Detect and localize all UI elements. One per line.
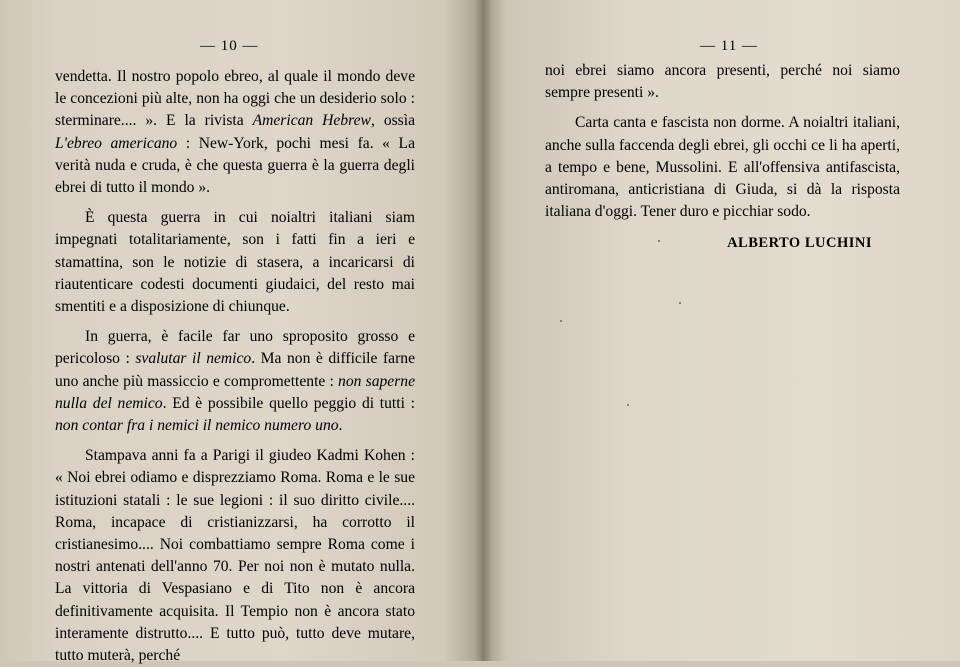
- paragraph: [55, 445, 415, 667]
- italic-text: non contar fra i nemici il nemico numero uno: [55, 417, 339, 435]
- italic-text: non saperne nulla del nemico: [55, 372, 415, 412]
- paragraph-gap: [55, 318, 415, 326]
- text-run: Carta canta e fascista non dorme. A noialtri italiani, anche sulla faccenda degli ebrei, gli occhi ce li ha aperti, a tempo e bene, Mussolini. E all'offensiva antifascista, antiromana, anticristiana di Giuda, si dà la risposta italiana d'oggi. Tener duro e picchiar sodo.: [545, 114, 900, 221]
- paragraph: [545, 112, 900, 223]
- right-page-text: [545, 60, 900, 255]
- paper-speck: [679, 302, 681, 304]
- text-run: .: [338, 417, 343, 435]
- paper-speck: [658, 240, 660, 242]
- author-signature: ALBERTO LUCHINI: [727, 235, 872, 252]
- paragraph-gap: [55, 199, 415, 207]
- paragraph-gap: [545, 104, 900, 112]
- book-gutter: [474, 0, 492, 661]
- text-run: Stampava anni fa a Parigi il giudeo Kadmi Kohen : « Noi ebrei odiamo e disprezziamo Roma. Roma e le sue istituzioni statali : le sue legioni : il suo diritto civile.... Roma, incapace di cristianizzarsi, ha corrotto il cristianesimo.... Noi combattiamo sempre Roma come i nostri antenati dell'anno 70. Per noi non è mutato nulla. La vittoria di Vespasiano e di Tito non è ancora definitivamente acquisita. Il Tempio non è ancora stato interamente distrutto.... E tutto può, tutto deve mutare, tutto muterà, perché: [55, 447, 415, 665]
- italic-text: American Hebrew: [252, 112, 371, 130]
- text-run: : New-York, pochi mesi fa. « La verità nuda e cruda, è che questa guerra è la guerra degli ebrei di tutto il mondo ».: [55, 134, 415, 197]
- paragraph-gap: [55, 437, 415, 445]
- paragraph: [55, 326, 415, 437]
- text-run: , ossìa: [370, 112, 415, 130]
- italic-text: L'ebreo americano: [55, 134, 178, 152]
- text-run: È questa guerra in cui noialtri italiani siam impegnati totalitariamente, son i fatti fin a ieri e stamattina, son le notizie di stasera, a incaricarsi di riautenticare codesti documenti giudaici, del resto mai smentiti e a disposizione di chiunque.: [55, 209, 415, 316]
- text-run: noi ebrei siamo ancora presenti, perché noi siamo sempre presenti ».: [545, 62, 900, 102]
- paragraph: [55, 66, 415, 199]
- text-run: . Ma non è difficile farne uno anche più massiccio e compromettente :: [55, 350, 415, 390]
- paper-speck: [627, 404, 629, 406]
- left-page-text: [55, 66, 415, 667]
- paper-speck: [560, 320, 562, 322]
- paragraph: [545, 60, 900, 104]
- paragraph: [55, 207, 415, 318]
- text-run: . Ed è possibile quello peggio di tutti :: [162, 394, 415, 412]
- page-number-left: — 10 —: [200, 38, 259, 54]
- text-run: vendetta. Il nostro popolo ebreo, al quale il mondo deve le concezioni più alte, non ha oggi che un desiderio solo : sterminare.... ». E la rivista: [55, 68, 415, 130]
- italic-text: svalutar il nemico: [135, 350, 252, 368]
- text-run: In guerra, è facile far uno sproposito grosso e pericoloso :: [55, 328, 415, 368]
- page-number-right: — 11 —: [700, 38, 758, 54]
